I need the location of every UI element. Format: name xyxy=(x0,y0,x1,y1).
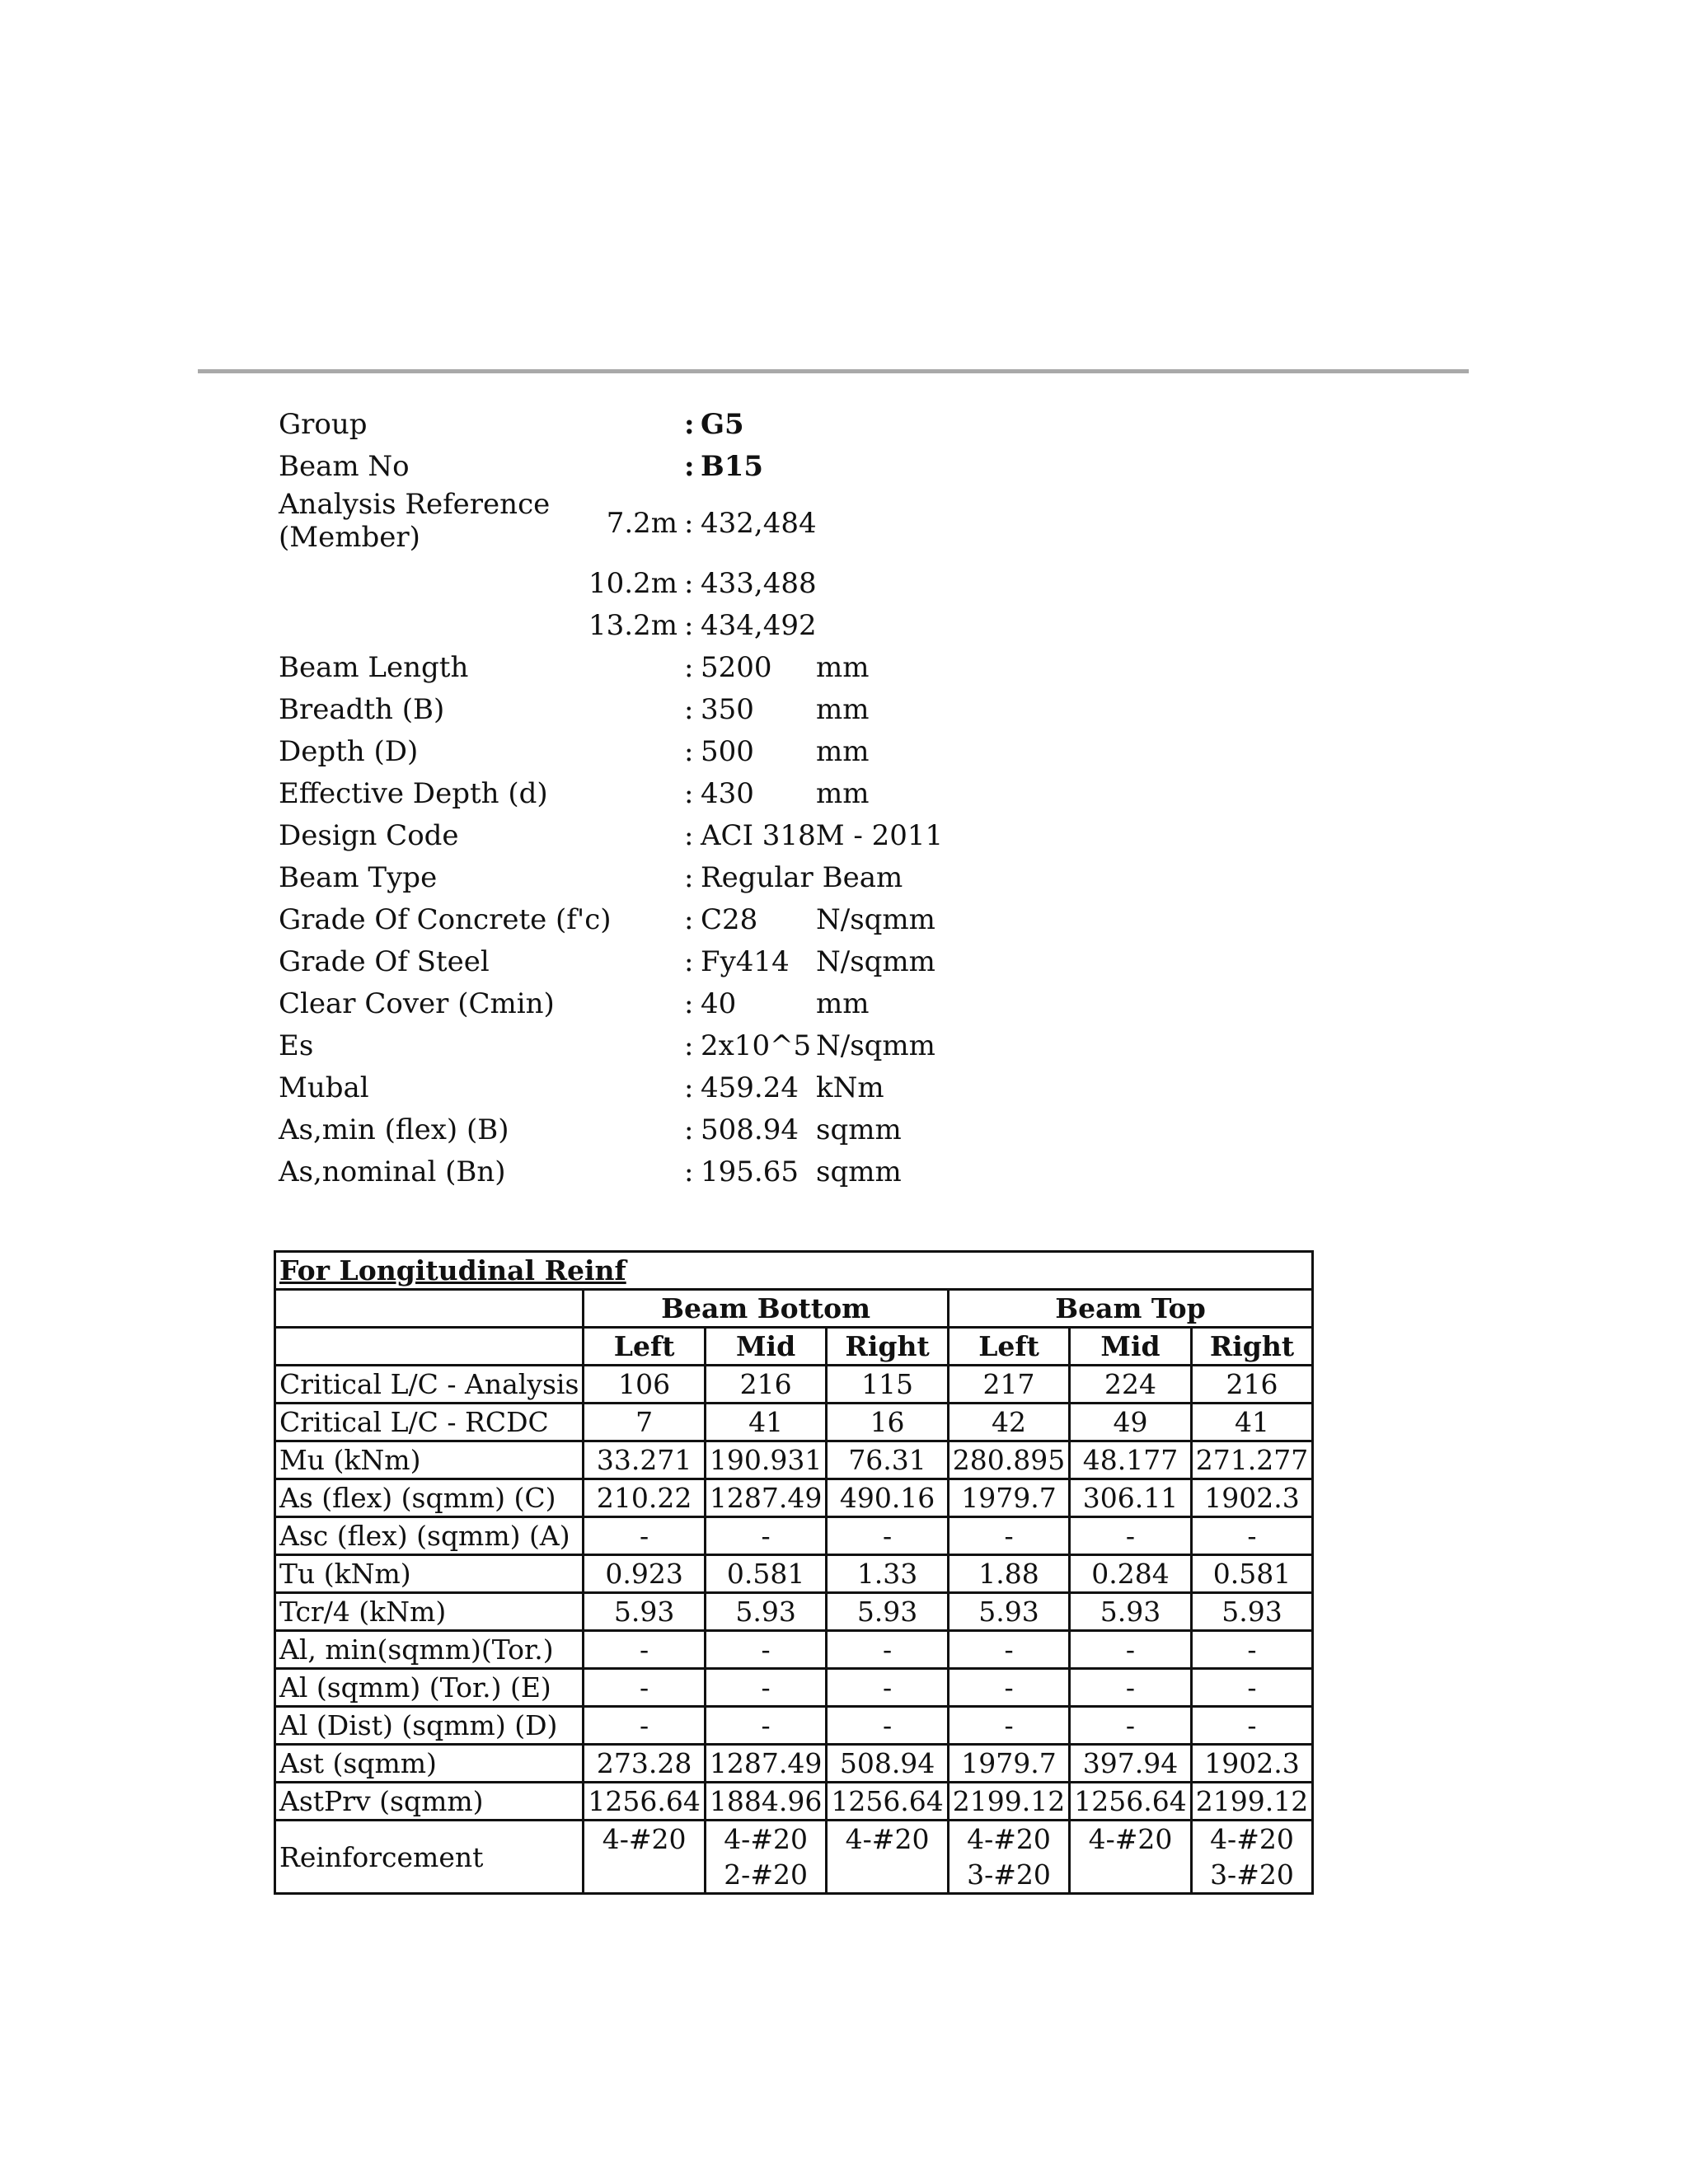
table-cell: - xyxy=(1191,1669,1312,1707)
row-label: Tu (kNm) xyxy=(275,1555,584,1593)
table-cell: 5.93 xyxy=(584,1593,705,1631)
table-cell: 5.93 xyxy=(948,1593,1069,1631)
table-cell: - xyxy=(705,1707,826,1745)
table-cell: 1902.3 xyxy=(1191,1479,1312,1517)
table-cell: - xyxy=(584,1669,705,1707)
table-row xyxy=(275,1555,1313,1593)
table-cell: 210.22 xyxy=(584,1479,705,1517)
table-row xyxy=(275,1517,1313,1555)
table-cell: 490.16 xyxy=(827,1479,948,1517)
column-header-row xyxy=(275,1328,1313,1366)
table-cell: 5.93 xyxy=(827,1593,948,1631)
longitudinal-reinf-table xyxy=(274,1250,1314,1895)
column-header: Right xyxy=(827,1328,948,1366)
table-title-row xyxy=(275,1252,1313,1290)
reinf-cell: 4-#20 xyxy=(584,1821,705,1894)
table-cell: 48.177 xyxy=(1070,1441,1191,1479)
row-label: Al, min(sqmm)(Tor.) xyxy=(275,1631,584,1669)
table-cell: - xyxy=(1070,1669,1191,1707)
row-label: Critical L/C - Analysis xyxy=(275,1366,584,1404)
column-header: Mid xyxy=(1070,1328,1191,1366)
table-cell: 1.88 xyxy=(948,1555,1069,1593)
table-cell: - xyxy=(1191,1517,1312,1555)
table-cell: - xyxy=(584,1517,705,1555)
table-cell: 1287.49 xyxy=(705,1479,826,1517)
reinf-cell: 4-#20 2-#20 xyxy=(705,1821,826,1894)
group-label: Group xyxy=(279,408,368,441)
table-cell: - xyxy=(1070,1707,1191,1745)
table-cell: 42 xyxy=(948,1404,1069,1441)
table-row xyxy=(275,1366,1313,1404)
table-cell: 1256.64 xyxy=(1070,1783,1191,1821)
reinf-cell: 4-#20 3-#20 xyxy=(948,1821,1069,1894)
row-label: Mu (kNm) xyxy=(275,1441,584,1479)
table-cell: 0.923 xyxy=(584,1555,705,1593)
table-cell: 271.277 xyxy=(1191,1441,1312,1479)
reinf-cell: 4-#20 xyxy=(827,1821,948,1894)
row-label: Al (Dist) (sqmm) (D) xyxy=(275,1707,584,1745)
table-cell: 1902.3 xyxy=(1191,1745,1312,1783)
table-row xyxy=(275,1783,1313,1821)
table-cell: - xyxy=(705,1517,826,1555)
table-cell: - xyxy=(827,1631,948,1669)
table-cell: 306.11 xyxy=(1070,1479,1191,1517)
beam-no-value: B15 xyxy=(701,450,764,483)
table-cell: - xyxy=(1070,1631,1191,1669)
table-body xyxy=(275,1366,1313,1821)
table-cell: 1256.64 xyxy=(584,1783,705,1821)
table-cell: - xyxy=(827,1517,948,1555)
table-cell: - xyxy=(948,1517,1069,1555)
table-cell: 106 xyxy=(584,1366,705,1404)
table-cell: 190.931 xyxy=(705,1441,826,1479)
group-header-top: Beam Top xyxy=(948,1290,1312,1328)
table-cell: - xyxy=(827,1707,948,1745)
table-cell: 0.581 xyxy=(1191,1555,1312,1593)
row-label: Tcr/4 (kNm) xyxy=(275,1593,584,1631)
table-cell: - xyxy=(584,1631,705,1669)
reinforcement-row xyxy=(275,1821,1313,1894)
table-cell: 2199.12 xyxy=(948,1783,1069,1821)
table-cell: - xyxy=(705,1631,826,1669)
table-row xyxy=(275,1441,1313,1479)
table-title: For Longitudinal Reinf xyxy=(275,1252,1313,1290)
table-cell: 224 xyxy=(1070,1366,1191,1404)
table-cell: 216 xyxy=(1191,1366,1312,1404)
table-cell: - xyxy=(948,1669,1069,1707)
row-label: AstPrv (sqmm) xyxy=(275,1783,584,1821)
table-cell: 0.581 xyxy=(705,1555,826,1593)
table-cell: - xyxy=(705,1669,826,1707)
group-header-row xyxy=(275,1290,1313,1328)
table-cell: - xyxy=(584,1707,705,1745)
group-header-bottom: Beam Bottom xyxy=(584,1290,948,1328)
table-cell: 1884.96 xyxy=(705,1783,826,1821)
beam-no-label: Beam No xyxy=(279,450,410,483)
table-cell: 1287.49 xyxy=(705,1745,826,1783)
column-header: Mid xyxy=(705,1328,826,1366)
table-cell: 33.271 xyxy=(584,1441,705,1479)
table-cell: 216 xyxy=(705,1366,826,1404)
row-label: Asc (flex) (sqmm) (A) xyxy=(275,1517,584,1555)
table-cell: 1.33 xyxy=(827,1555,948,1593)
table-cell: 5.93 xyxy=(1070,1593,1191,1631)
table-cell: 41 xyxy=(1191,1404,1312,1441)
table-row xyxy=(275,1707,1313,1745)
table-cell: 280.895 xyxy=(948,1441,1069,1479)
table-cell: 7 xyxy=(584,1404,705,1441)
table-row xyxy=(275,1404,1313,1441)
column-header: Right xyxy=(1191,1328,1312,1366)
table-row xyxy=(275,1631,1313,1669)
table-cell: 1979.7 xyxy=(948,1479,1069,1517)
column-header: Left xyxy=(584,1328,705,1366)
table-cell: 2199.12 xyxy=(1191,1783,1312,1821)
table-cell: - xyxy=(1070,1517,1191,1555)
table-row xyxy=(275,1745,1313,1783)
table-row xyxy=(275,1593,1313,1631)
table-cell: - xyxy=(827,1669,948,1707)
reinf-cell: 4-#20 3-#20 xyxy=(1191,1821,1312,1894)
table-cell: 41 xyxy=(705,1404,826,1441)
table-cell: 1979.7 xyxy=(948,1745,1069,1783)
table-cell: - xyxy=(1191,1631,1312,1669)
reinf-cell: 4-#20 xyxy=(1070,1821,1191,1894)
table-cell: 0.284 xyxy=(1070,1555,1191,1593)
table-row xyxy=(275,1669,1313,1707)
table-cell: 508.94 xyxy=(827,1745,948,1783)
table-cell: - xyxy=(948,1631,1069,1669)
table-cell: 217 xyxy=(948,1366,1069,1404)
table-cell: 397.94 xyxy=(1070,1745,1191,1783)
table-cell: 5.93 xyxy=(1191,1593,1312,1631)
table-cell: 115 xyxy=(827,1366,948,1404)
row-label: Al (sqmm) (Tor.) (E) xyxy=(275,1669,584,1707)
table-cell: 76.31 xyxy=(827,1441,948,1479)
table-cell: 1256.64 xyxy=(827,1783,948,1821)
row-label: Critical L/C - RCDC xyxy=(275,1404,584,1441)
row-label: Reinforcement xyxy=(275,1821,584,1894)
group-value: G5 xyxy=(701,408,744,441)
column-header: Left xyxy=(948,1328,1069,1366)
table-cell: 5.93 xyxy=(705,1593,826,1631)
table-cell: 49 xyxy=(1070,1404,1191,1441)
analysis-ref-label: Analysis Reference (Member) xyxy=(279,488,551,554)
table-row xyxy=(275,1479,1313,1517)
table-cell: 16 xyxy=(827,1404,948,1441)
row-label: As (flex) (sqmm) (C) xyxy=(275,1479,584,1517)
table-cell: - xyxy=(948,1707,1069,1745)
row-label: Ast (sqmm) xyxy=(275,1745,584,1783)
table-cell: - xyxy=(1191,1707,1312,1745)
table-cell: 273.28 xyxy=(584,1745,705,1783)
header-divider xyxy=(198,369,1469,373)
